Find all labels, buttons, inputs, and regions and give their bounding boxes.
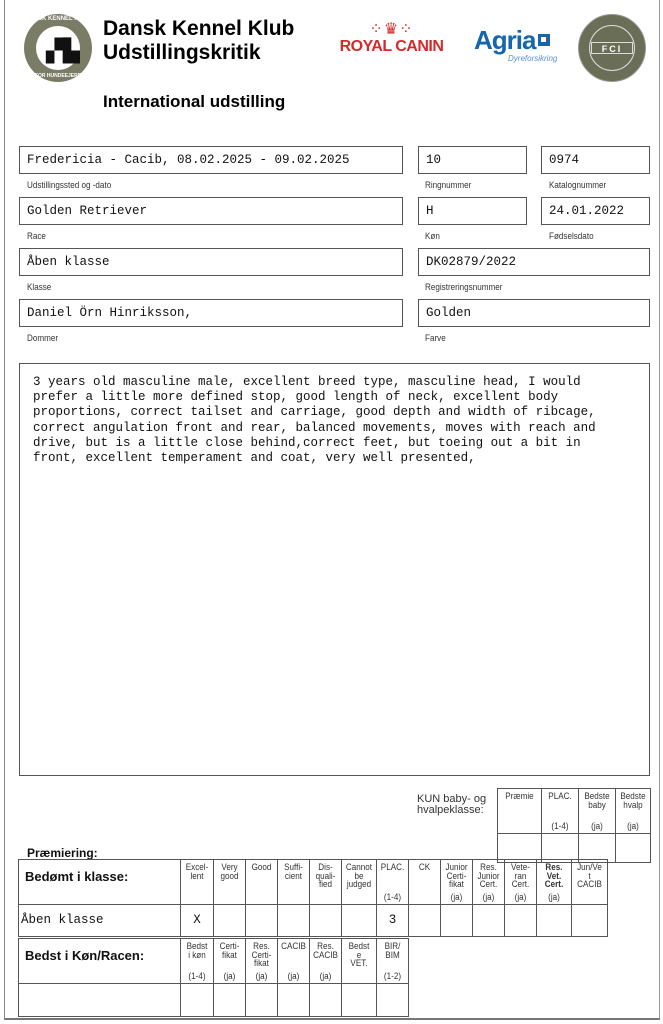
class-field[interactable]: Åben klasse [19, 248, 403, 276]
col-header: Res. Vet. Cert. [544, 862, 564, 889]
res-cacib-cell[interactable] [310, 984, 342, 1017]
baby-puppy-table: Præmie PLAC. (1-4) Bedste baby (ja) Bedste hvalp (ja) [497, 788, 651, 863]
col-header: BIR/ BIM [384, 941, 401, 960]
page-subtitle: International udstilling [103, 92, 286, 111]
res-vet-cert-cell[interactable] [537, 905, 572, 937]
very-good-cell[interactable] [214, 905, 246, 937]
class-judging-table: Bedømt i klasse: Excel- lent Very good Good Suffi- cient Dis- quali- fied Cannot be judged PLAC. (1-4) CK Junior Certi- fikat (ja) Res. Junior Cert. (ja) Vete- ran Cert. (ja) Res. Vet. Cert. (ja) Jun/Ve t CACIB Åben klasse X 3 [18, 859, 608, 937]
col-header: Cannot be judged [345, 862, 373, 889]
ring-number-label: Ringnummer [425, 180, 472, 190]
agria-mark-icon [538, 34, 550, 46]
best-row-label [19, 984, 181, 1017]
venue-field[interactable]: Fredericia - Cacib, 08.02.2025 - 09.02.2025 [19, 146, 403, 174]
fci-logo [578, 14, 646, 82]
col-header: Bedst e VET. [348, 941, 370, 968]
color-field[interactable]: Golden [418, 299, 650, 327]
best-of-sex-table: Bedst i Køn/Racen: Bedst i køn (1-4) Certi- fikat (ja) Res. Certi- fikat (ja) CACIB (ja) Res. CACIB (ja) Bedst e VET. BIR/ BIM (1-2) [18, 938, 409, 1017]
breed-label: Race [27, 231, 46, 241]
col-header: Suffi- cient [284, 862, 303, 881]
disqualified-cell[interactable] [310, 905, 342, 937]
judge-label: Dommer [27, 333, 59, 343]
col-header: Certi- fikat [219, 941, 240, 960]
col-header: PLAC. [380, 862, 405, 872]
best-section-label: Bedst i Køn/Racen: [19, 939, 181, 984]
registration-field[interactable]: DK02879/2022 [418, 248, 650, 276]
col-header: Res. Certi- fikat [251, 941, 272, 968]
sex-field[interactable]: H [418, 197, 527, 225]
dkk-logo [24, 14, 92, 82]
royal-canin-name: ROYAL CANIN [339, 38, 444, 55]
res-certificate-cell[interactable] [246, 984, 278, 1017]
agria-logo [474, 26, 557, 63]
col-header: Bedst i køn [186, 941, 208, 960]
color-label: Farve [425, 333, 446, 343]
best-puppy-cell[interactable] [616, 834, 651, 863]
res-junior-cert-cell[interactable] [473, 905, 505, 937]
catalog-number-label: Katalognummer [549, 180, 607, 190]
jun-vet-cacib-cell[interactable] [572, 905, 608, 937]
cannot-be-judged-cell[interactable] [342, 905, 377, 937]
crown-icon: ⁘♛⁘ [369, 21, 414, 38]
class-label: Klasse [27, 282, 52, 292]
col-header: Res. CACIB [313, 941, 338, 960]
col-header: Good [251, 862, 272, 872]
breed-field[interactable]: Golden Retriever [19, 197, 403, 225]
col-header: CACIB [281, 941, 306, 951]
scottish-terrier-icon: ▞▙ [46, 38, 80, 63]
class-row-label: Åben klasse [19, 905, 181, 937]
certificate-cell[interactable] [214, 984, 246, 1017]
col-header: Bedste baby [584, 791, 610, 810]
birthdate-field[interactable]: 24.01.2022 [541, 197, 650, 225]
sufficient-cell[interactable] [278, 905, 310, 937]
bir-bim-cell[interactable] [377, 984, 409, 1017]
judge-field[interactable]: Daniel Örn Hinriksson, [19, 299, 403, 327]
col-header: PLAC. [548, 791, 572, 801]
baby-puppy-label: KUN baby- og hvalpeklasse: [417, 793, 487, 816]
dkk-ring-top: DANSK KENNEL KLUB [25, 16, 91, 22]
col-header: CK [418, 862, 431, 872]
title-line-2: Udstillingskritik [103, 41, 261, 64]
good-cell[interactable] [246, 905, 278, 937]
col-header: Dis- quali- fied [315, 862, 336, 889]
royal-canin-logo [334, 22, 449, 56]
col-header: Very good [220, 862, 239, 881]
fci-label: FCI [591, 42, 633, 54]
registration-label: Registreringsnummer [425, 282, 503, 292]
veteran-cert-cell[interactable] [505, 905, 537, 937]
critique-textarea[interactable]: 3 years old masculine male, excellent breed type, masculine head, I would prefer a little more defined stop, good length of neck, excellent body proportions, correct tailset and carriage, good depth and width of ribcage, correct angulation front and rear, balanced movements, moves with reach and drive, but is a little close behind,correct feet, but toeing out a bit in front, excellent temperament and coat, very well presented, [19, 363, 650, 776]
catalog-number-field[interactable]: 0974 [541, 146, 650, 174]
best-in-sex-cell[interactable] [181, 984, 214, 1017]
col-header: Jun/Ve t CACIB [577, 862, 602, 889]
ring-number-field[interactable]: 10 [418, 146, 527, 174]
placement-cell[interactable]: 3 [377, 905, 409, 937]
col-header: Bedste hvalp [620, 791, 646, 810]
page-title [103, 17, 294, 65]
col-header: Præmie [505, 791, 534, 801]
junior-cert-cell[interactable] [441, 905, 473, 937]
excellent-cell[interactable]: X [181, 905, 214, 937]
col-header: Excel- lent [185, 862, 209, 881]
birthdate-label: Fødselsdato [549, 231, 594, 241]
col-header: Junior Certi- fikat [445, 862, 468, 889]
cacib-cell[interactable] [278, 984, 310, 1017]
agria-tagline: Dyreforsikring [508, 54, 558, 63]
class-section-label: Bedømt i klasse: [19, 860, 181, 905]
best-veteran-cell[interactable] [342, 984, 377, 1017]
title-line-1: Dansk Kennel Klub [103, 17, 295, 40]
ck-cell[interactable] [409, 905, 441, 937]
sex-label: Køn [425, 231, 440, 241]
dkk-ring-bottom: FOR HUNDEEJERE [34, 73, 82, 79]
premiering-title: Præmiering: [27, 846, 98, 860]
agria-name: Agria [474, 25, 536, 55]
col-header: Vete- ran Cert. [511, 862, 530, 889]
col-header: Res. Junior Cert. [477, 862, 500, 889]
venue-label: Udstillingssted og -dato [27, 180, 112, 190]
